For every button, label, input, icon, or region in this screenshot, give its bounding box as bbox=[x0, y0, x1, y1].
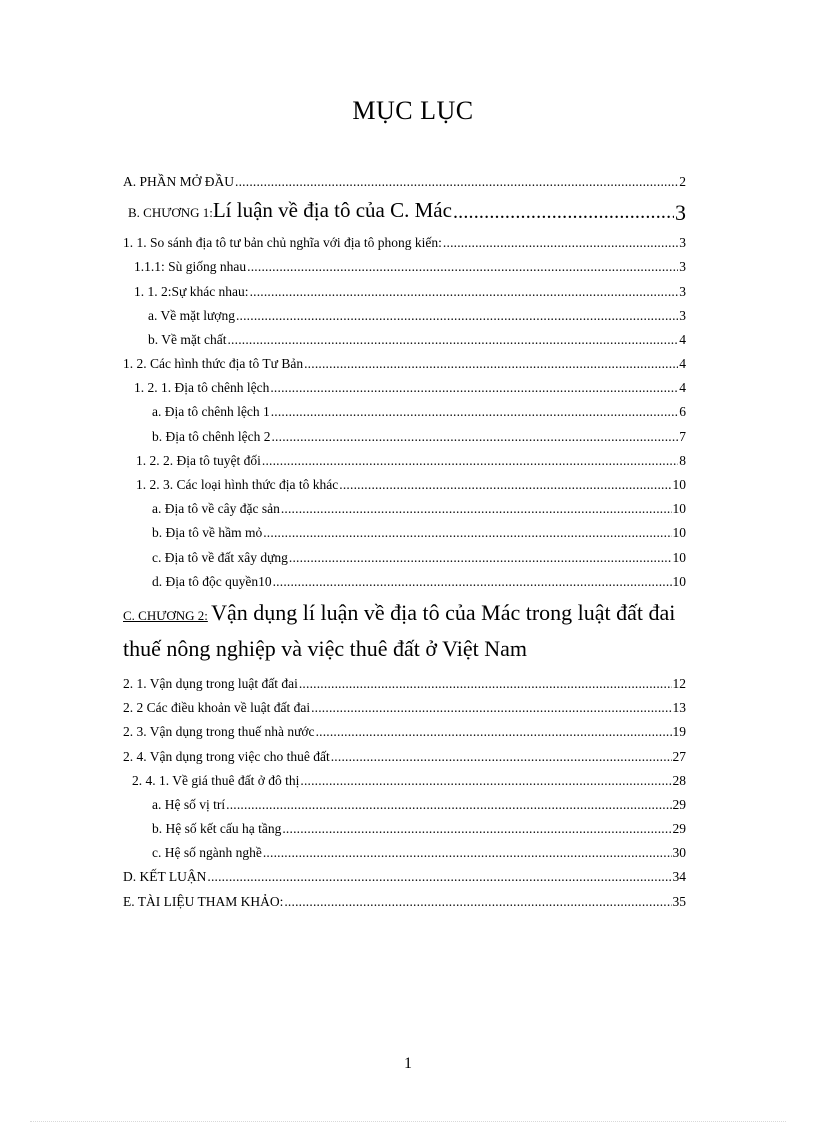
toc-entry-page: 2 bbox=[679, 173, 686, 189]
page-bottom-rule bbox=[30, 1121, 786, 1122]
toc-entry-label: 2. 2 Các điều khoản về luật đất đai bbox=[123, 700, 311, 716]
toc-chapter-1 bbox=[123, 194, 686, 231]
toc-entry-label: a. Về mặt lượng bbox=[148, 307, 235, 323]
toc-leader-dots bbox=[270, 376, 678, 400]
toc-entry-page: 34 bbox=[672, 869, 686, 885]
toc-entry-label: a. Địa tô về cây đặc sản bbox=[152, 501, 280, 517]
toc-leader-dots bbox=[236, 304, 678, 328]
toc-leader-dots bbox=[299, 672, 672, 696]
toc-entry-page: 3 bbox=[675, 200, 686, 226]
toc-leader-dots bbox=[282, 817, 671, 841]
toc-leader-dots bbox=[331, 745, 672, 769]
toc-leader-dots bbox=[284, 890, 671, 914]
toc-leader-dots bbox=[227, 328, 678, 352]
toc-entry bbox=[123, 170, 686, 194]
toc-entry-label: E. TÀI LIỆU THAM KHẢO: bbox=[123, 893, 284, 909]
toc-entry bbox=[123, 255, 686, 279]
toc-chapter-2 bbox=[123, 596, 686, 668]
toc-entry-label: A. PHẦN MỞ ĐẦU bbox=[123, 173, 235, 189]
toc-leader-dots bbox=[339, 473, 671, 497]
toc-entry-page: 29 bbox=[672, 821, 686, 837]
toc-entry bbox=[123, 231, 686, 255]
toc-entry-page: 3 bbox=[679, 307, 686, 323]
toc-entry bbox=[123, 841, 686, 865]
toc-entry-label: c. Hệ số ngành nghề bbox=[152, 845, 262, 861]
page-number: 1 bbox=[404, 1055, 412, 1072]
toc-entry bbox=[123, 793, 686, 817]
toc-entry-label bbox=[128, 192, 452, 231]
toc-entry bbox=[123, 304, 686, 328]
toc-entry-page: 10 bbox=[672, 549, 686, 565]
chapter-title: Vận dụng lí luận về địa tô của Mác trong luật đất đai thuế nông nghiệp và việc thuê đất ở Việt Nam bbox=[123, 600, 676, 661]
toc-leader-dots bbox=[262, 449, 678, 473]
toc-entry bbox=[123, 817, 686, 841]
toc-entry-page: 4 bbox=[679, 356, 686, 372]
toc-leader-dots bbox=[300, 769, 671, 793]
chapter-prefix: B. CHƯƠNG 1: bbox=[128, 205, 213, 221]
toc-entry-label: 2. 4. Vận dụng trong việc cho thuê đất bbox=[123, 748, 330, 764]
toc-entry bbox=[123, 280, 686, 304]
toc-entry-page: 28 bbox=[672, 772, 686, 788]
toc-entry bbox=[123, 570, 686, 594]
toc-entry bbox=[123, 425, 686, 449]
toc-leader-dots bbox=[207, 865, 671, 889]
toc-leader-dots bbox=[443, 231, 678, 255]
toc-entry bbox=[123, 672, 686, 696]
toc-entry-label: b. Địa tô chênh lệch 2 bbox=[152, 428, 271, 444]
toc-leader-dots bbox=[311, 696, 671, 720]
table-of-contents bbox=[123, 170, 686, 914]
toc-leader-dots bbox=[263, 841, 672, 865]
page-title: MỤC LỤC bbox=[352, 96, 474, 125]
toc-leader-dots bbox=[226, 793, 671, 817]
toc-entry-page: 8 bbox=[679, 452, 686, 468]
toc-entry bbox=[123, 546, 686, 570]
toc-entry bbox=[123, 401, 686, 425]
toc-entry-label: 1.1.1: Sù giống nhau bbox=[134, 259, 247, 275]
toc-entry bbox=[123, 521, 686, 545]
toc-entry-page: 29 bbox=[672, 796, 686, 812]
toc-entry-label: 2. 3. Vận dụng trong thuế nhà nước bbox=[123, 724, 315, 740]
toc-entry-label: 1. 2. 3. Các loại hình thức địa tô khác bbox=[136, 477, 339, 493]
toc-entry-label: 1. 1. 2:Sự khác nhau: bbox=[134, 283, 249, 299]
toc-leader-dots bbox=[304, 352, 678, 376]
toc-leader-dots bbox=[273, 570, 672, 594]
toc-entry-page: 3 bbox=[679, 235, 686, 251]
toc-entry-page: 7 bbox=[679, 428, 686, 444]
toc-leader-dots bbox=[250, 280, 679, 304]
toc-entry bbox=[123, 497, 686, 521]
toc-entry bbox=[123, 449, 686, 473]
toc-entry bbox=[123, 473, 686, 497]
toc-entry-page: 3 bbox=[679, 259, 686, 275]
toc-entry-label: 1. 1. So sánh địa tô tư bản chủ nghĩa với địa tô phong kiến: bbox=[123, 235, 442, 251]
toc-entry-label: D. KẾT LUẬN bbox=[123, 869, 207, 885]
toc-entry bbox=[123, 769, 686, 793]
toc-leader-dots bbox=[289, 546, 672, 570]
toc-entry bbox=[123, 376, 686, 400]
toc-entry-label: 1. 2. 2. Địa tô tuyệt đối bbox=[136, 452, 261, 468]
toc-leader-dots bbox=[271, 425, 678, 449]
chapter-title: Lí luận về địa tô của C. Mác bbox=[212, 198, 452, 223]
toc-leader-dots bbox=[281, 497, 672, 521]
toc-entry bbox=[123, 328, 686, 352]
toc-entry-page: 4 bbox=[679, 380, 686, 396]
toc-entry-page: 27 bbox=[672, 748, 686, 764]
toc-leader-dots bbox=[453, 194, 674, 231]
toc-entry-page: 10 bbox=[672, 477, 686, 493]
toc-entry bbox=[123, 866, 686, 890]
toc-entry-label: 2. 1. Vận dụng trong luật đất đai bbox=[123, 675, 298, 691]
toc-entry-page: 10 bbox=[672, 501, 686, 517]
toc-entry-label: b. Về mặt chất bbox=[148, 331, 227, 347]
toc-entry-page: 3 bbox=[679, 283, 686, 299]
toc-entry-label: a. Hệ số vị trí bbox=[152, 796, 226, 812]
toc-entry-label: 2. 4. 1. Về giá thuê đất ở đô thị bbox=[132, 772, 300, 788]
toc-entry-label: d. Địa tô độc quyền10 bbox=[152, 573, 272, 589]
toc-entry bbox=[123, 696, 686, 720]
toc-leader-dots bbox=[247, 255, 678, 279]
toc-entry-label: c. Địa tô về đất xây dựng bbox=[152, 549, 288, 565]
toc-entry-page: 6 bbox=[679, 404, 686, 420]
toc-entry-page: 4 bbox=[679, 331, 686, 347]
toc-entry-page: 30 bbox=[672, 845, 686, 861]
toc-entry-label: a. Địa tô chênh lệch 1 bbox=[152, 404, 270, 420]
toc-entry bbox=[123, 720, 686, 744]
toc-entry bbox=[123, 745, 686, 769]
toc-entry-page: 10 bbox=[672, 525, 686, 541]
chapter-prefix: C. CHƯƠNG 2: bbox=[123, 608, 208, 623]
toc-entry-label: b. Địa tô về hầm mỏ bbox=[152, 525, 263, 541]
toc-entry-page: 10 bbox=[672, 573, 686, 589]
toc-entry-page: 13 bbox=[672, 700, 686, 716]
toc-leader-dots bbox=[263, 521, 671, 545]
toc-entry-page: 19 bbox=[672, 724, 686, 740]
toc-leader-dots bbox=[316, 720, 672, 744]
toc-entry-page: 35 bbox=[672, 893, 686, 909]
toc-leader-dots bbox=[271, 400, 679, 424]
toc-entry-label: 1. 2. Các hình thức địa tô Tư Bản bbox=[123, 356, 304, 372]
toc-entry bbox=[123, 890, 686, 914]
toc-entry bbox=[123, 352, 686, 376]
toc-leader-dots bbox=[235, 170, 678, 194]
toc-entry-label: b. Hệ số kết cấu hạ tầng bbox=[152, 821, 282, 837]
toc-entry-page: 12 bbox=[672, 675, 686, 691]
toc-entry-label: 1. 2. 1. Địa tô chênh lệch bbox=[134, 380, 270, 396]
